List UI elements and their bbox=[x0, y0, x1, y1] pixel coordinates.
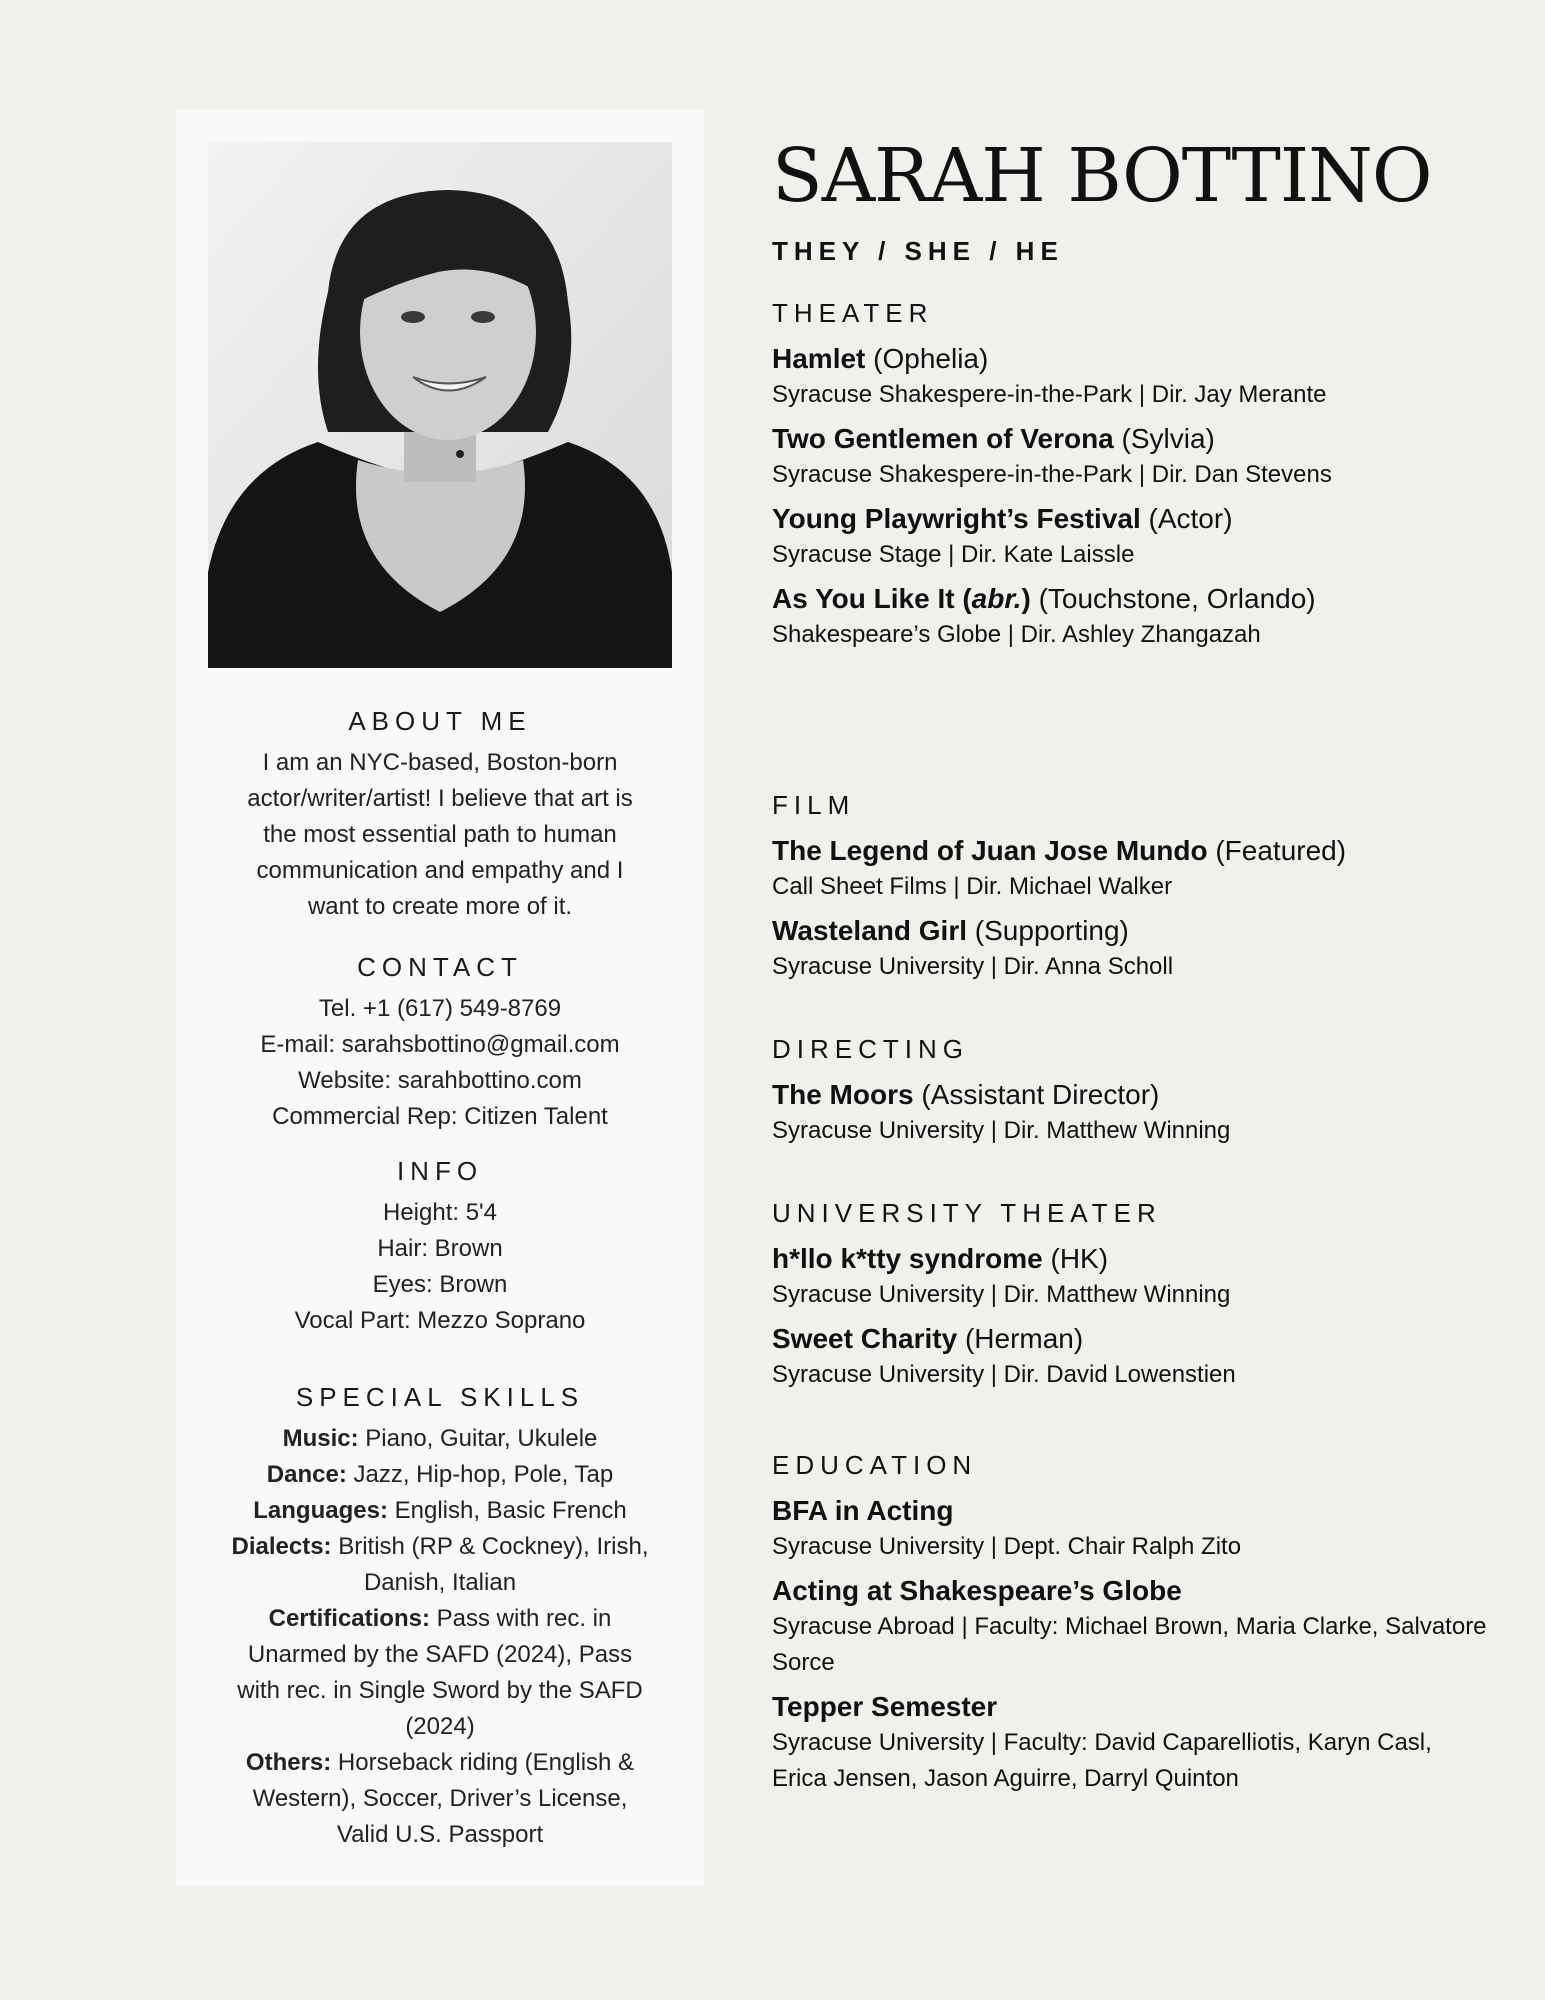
education-detail: Syracuse Abroad | Faculty: Michael Brown, Maria Clarke, Salvatore Sorce bbox=[772, 1613, 1487, 1676]
credit-production: As You Like It ( bbox=[772, 583, 972, 614]
university-theater-heading: UNIVERSITY THEATER bbox=[772, 1198, 1162, 1228]
credit-title bbox=[772, 341, 1492, 377]
credit-role: (Herman) bbox=[957, 1323, 1084, 1354]
skill-item bbox=[225, 1745, 655, 1853]
education-title bbox=[772, 1573, 1492, 1609]
credit-production: h*llo k*tty syndrome bbox=[772, 1243, 1043, 1274]
skill-label: Others: bbox=[245, 1749, 332, 1776]
credit-production-abbr: abr. bbox=[971, 583, 1022, 614]
film-heading: FILM bbox=[772, 790, 856, 820]
credit-entry bbox=[772, 581, 1492, 653]
credit-role: (Assistant Director) bbox=[913, 1079, 1160, 1110]
credit-detail: Syracuse Shakespere-in-the-Park | Dir. Dan Stevens bbox=[772, 461, 1332, 488]
credit-role: (Sylvia) bbox=[1113, 423, 1215, 454]
skill-label: Languages: bbox=[253, 1497, 388, 1524]
skills-section bbox=[176, 1382, 704, 1853]
credit-role: (HK) bbox=[1042, 1243, 1109, 1274]
credit-title bbox=[772, 1321, 1492, 1357]
education-detail: Syracuse University | Dept. Chair Ralph Zito bbox=[772, 1533, 1242, 1560]
credit-title bbox=[772, 1077, 1492, 1113]
credit-entry bbox=[772, 341, 1492, 413]
credit-detail: Syracuse University | Dir. Anna Scholl bbox=[772, 953, 1174, 980]
skill-label: Dialects: bbox=[231, 1533, 332, 1560]
skill-value: Piano, Guitar, Ukulele bbox=[358, 1425, 598, 1452]
education-program: Acting at Shakespeare’s Globe bbox=[772, 1575, 1182, 1606]
credit-role: (Supporting) bbox=[967, 915, 1129, 946]
credit-role: (Touchstone, Orlando) bbox=[1030, 583, 1316, 614]
about-text: I am an NYC-based, Boston-born actor/writer/artist! I believe that art is the most essential path to human communication and empathy and I want to create more of it. bbox=[247, 749, 633, 920]
credit-entry bbox=[772, 913, 1492, 985]
credit-title bbox=[772, 421, 1492, 457]
page-title: SARAH BOTTINO bbox=[772, 133, 1432, 219]
skills-heading: SPECIAL SKILLS bbox=[295, 1382, 585, 1412]
skill-value: English, Basic French bbox=[387, 1497, 627, 1524]
skill-value: British (RP & Cockney), Irish, Danish, Italian bbox=[331, 1533, 649, 1596]
skills-list bbox=[225, 1421, 655, 1853]
pronouns: THEY / SHE / HE bbox=[772, 236, 1064, 266]
about-heading: ABOUT ME bbox=[348, 706, 532, 736]
credit-entry bbox=[772, 1321, 1492, 1393]
info-eyes: Eyes: Brown bbox=[372, 1271, 508, 1298]
credit-production: Wasteland Girl bbox=[772, 915, 968, 946]
credit-entry bbox=[772, 1077, 1492, 1149]
credit-detail: Syracuse Stage | Dir. Kate Laissle bbox=[772, 541, 1135, 568]
skill-label: Dance: bbox=[266, 1461, 347, 1488]
education-entry bbox=[772, 1573, 1492, 1681]
credit-production: Young Playwright’s Festival bbox=[772, 503, 1141, 534]
credit-entry bbox=[772, 1241, 1492, 1313]
credit-production-end: ) bbox=[1021, 583, 1031, 614]
credit-title bbox=[772, 833, 1492, 869]
credit-entry bbox=[772, 501, 1492, 573]
credit-title bbox=[772, 501, 1492, 537]
education-heading: EDUCATION bbox=[772, 1450, 978, 1480]
skill-value: Pass with rec. in Unarmed by the SAFD (2024), Pass with rec. in Single Sword by the SAFD (2024) bbox=[237, 1605, 643, 1740]
education-program: Tepper Semester bbox=[772, 1691, 998, 1722]
contact-section bbox=[176, 952, 704, 1135]
credit-production: The Legend of Juan Jose Mundo bbox=[772, 835, 1208, 866]
skill-item bbox=[225, 1421, 655, 1457]
education-title bbox=[772, 1689, 1492, 1725]
about-section bbox=[176, 706, 704, 925]
film-section bbox=[772, 790, 1492, 993]
skill-value: Jazz, Hip-hop, Pole, Tap bbox=[346, 1461, 614, 1488]
credit-title bbox=[772, 913, 1492, 949]
headshot-photo bbox=[208, 142, 672, 668]
credit-detail: Syracuse University | Dir. David Lowenstien bbox=[772, 1361, 1236, 1388]
info-section bbox=[176, 1156, 704, 1339]
info-vocal: Vocal Part: Mezzo Soprano bbox=[294, 1307, 586, 1334]
headshot-illustration bbox=[208, 142, 672, 668]
directing-section bbox=[772, 1034, 1492, 1157]
skill-item bbox=[225, 1493, 655, 1529]
sidebar bbox=[176, 110, 704, 1886]
credit-detail: Call Sheet Films | Dir. Michael Walker bbox=[772, 873, 1173, 900]
credit-production: Hamlet bbox=[772, 343, 866, 374]
education-title bbox=[772, 1493, 1492, 1529]
info-hair: Hair: Brown bbox=[377, 1235, 503, 1262]
contact-email[interactable]: E-mail: sarahsbottino@gmail.com bbox=[260, 1031, 620, 1058]
credit-detail: Shakespeare’s Globe | Dir. Ashley Zhangazah bbox=[772, 621, 1261, 648]
directing-heading: DIRECTING bbox=[772, 1034, 969, 1064]
credit-role: (Ophelia) bbox=[865, 343, 989, 374]
credit-detail: Syracuse Shakespere-in-the-Park | Dir. Jay Merante bbox=[772, 381, 1327, 408]
education-detail: Syracuse University | Faculty: David Caparelliotis, Karyn Casl, Erica Jensen, Jason Aguirre, Darryl Quinton bbox=[772, 1729, 1432, 1792]
info-heading: INFO bbox=[396, 1156, 484, 1186]
credit-production: Two Gentlemen of Verona bbox=[772, 423, 1114, 454]
credit-detail: Syracuse University | Dir. Matthew Winning bbox=[772, 1117, 1231, 1144]
credit-entry bbox=[772, 421, 1492, 493]
credit-role: (Featured) bbox=[1207, 835, 1347, 866]
university-theater-section bbox=[772, 1198, 1492, 1401]
education-entry bbox=[772, 1689, 1492, 1797]
education-entry bbox=[772, 1493, 1492, 1565]
skill-item bbox=[225, 1529, 655, 1601]
credit-detail: Syracuse University | Dir. Matthew Winning bbox=[772, 1281, 1231, 1308]
info-height: Height: 5'4 bbox=[383, 1199, 497, 1226]
contact-phone[interactable]: Tel. +1 (617) 549-8769 bbox=[318, 995, 562, 1022]
credit-production: Sweet Charity bbox=[772, 1323, 958, 1354]
contact-rep: Commercial Rep: Citizen Talent bbox=[272, 1103, 608, 1130]
contact-heading: CONTACT bbox=[357, 952, 523, 982]
theater-section bbox=[772, 298, 1492, 661]
education-program: BFA in Acting bbox=[772, 1495, 954, 1526]
skill-item bbox=[225, 1457, 655, 1493]
credit-production: The Moors bbox=[772, 1079, 914, 1110]
contact-website[interactable]: Website: sarahbottino.com bbox=[298, 1067, 582, 1094]
skill-label: Music: bbox=[282, 1425, 359, 1452]
skill-item bbox=[225, 1601, 655, 1745]
theater-heading: THEATER bbox=[772, 298, 934, 328]
credit-role: (Actor) bbox=[1140, 503, 1233, 534]
credit-entry bbox=[772, 833, 1492, 905]
education-section bbox=[772, 1450, 1492, 1805]
credit-title bbox=[772, 581, 1492, 617]
skill-label: Certifications: bbox=[268, 1605, 430, 1632]
skill-value: Horseback riding (English & Western), Soccer, Driver’s License, Valid U.S. Passport bbox=[252, 1749, 635, 1848]
credit-title bbox=[772, 1241, 1492, 1277]
